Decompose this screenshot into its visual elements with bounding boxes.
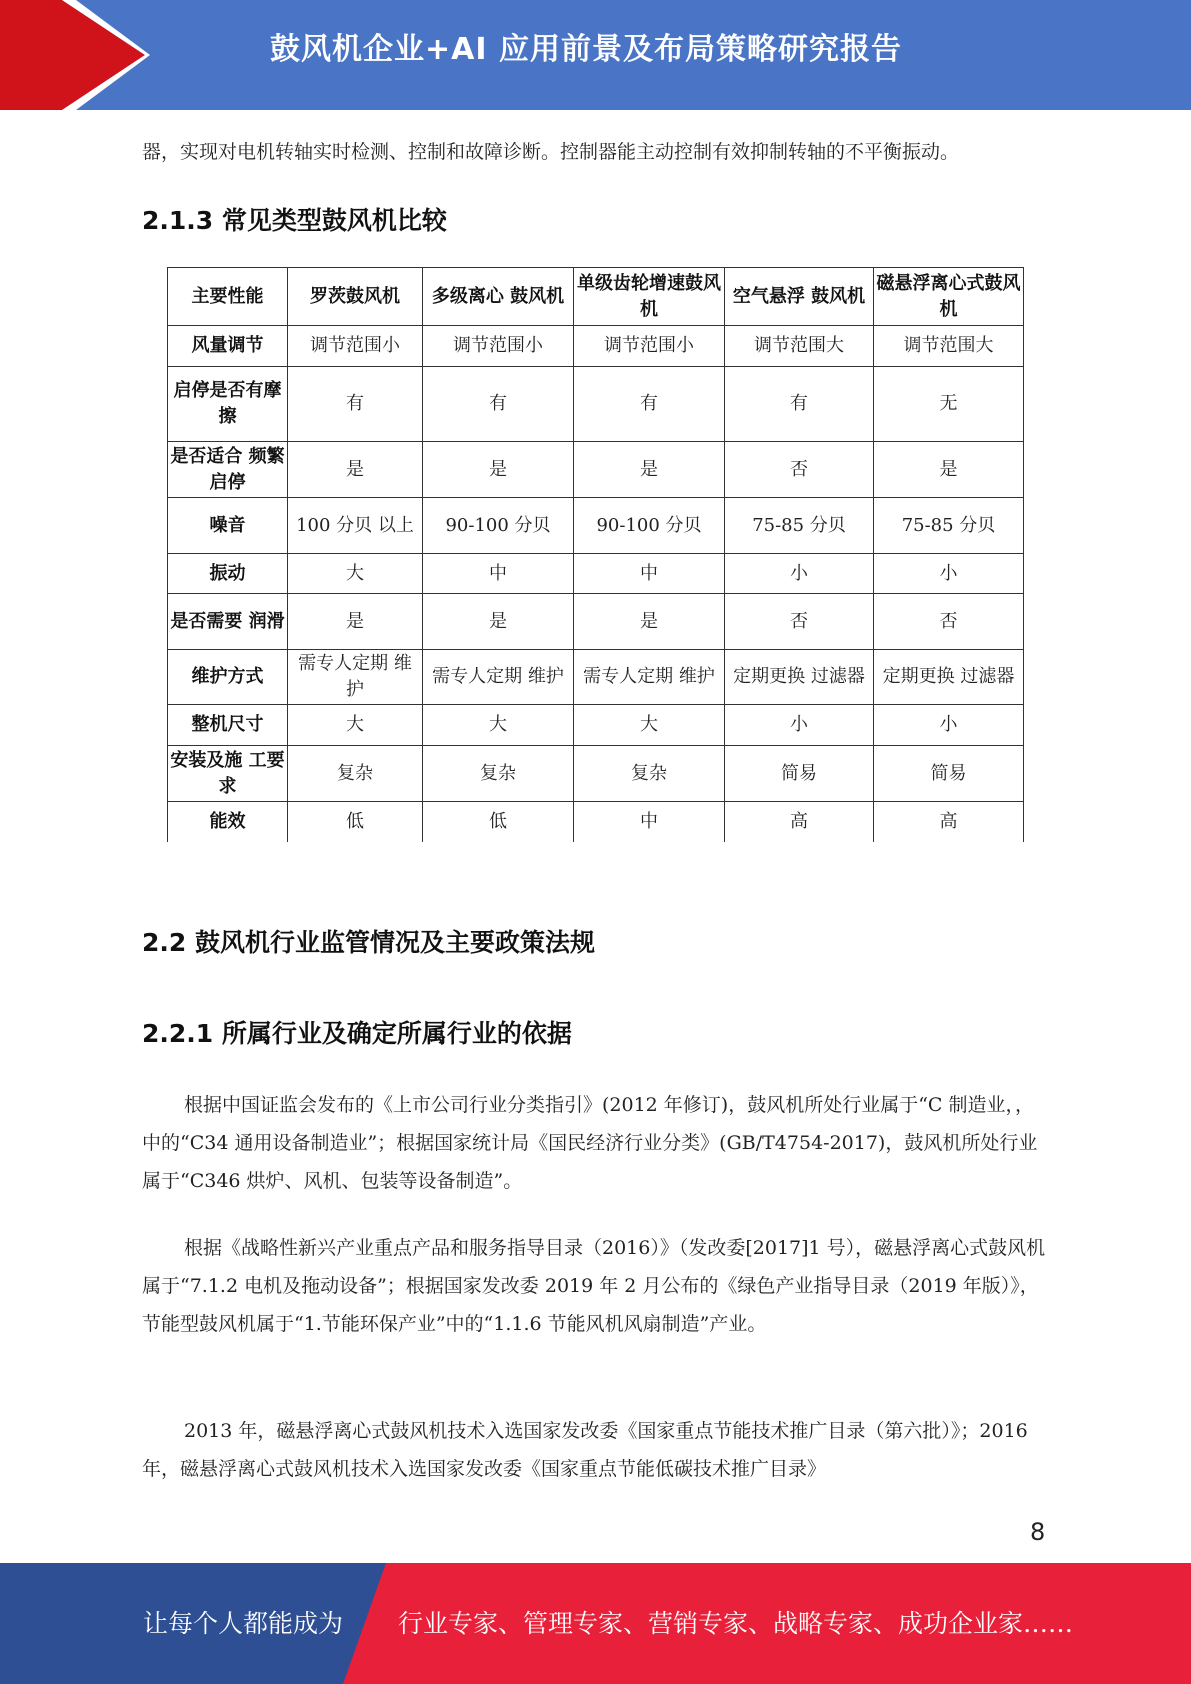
page-header xyxy=(0,0,1191,110)
table-row xyxy=(168,498,1024,554)
table-cell: 小 xyxy=(725,705,874,746)
report-title: 鼓风机企业+AI 应用前景及布局策略研究报告 xyxy=(270,32,902,67)
table-cell: 90-100 分贝 xyxy=(574,498,725,554)
table-cell: 调节范围大 xyxy=(725,326,874,367)
table-cell: 是 xyxy=(288,594,423,650)
table-cell: 有 xyxy=(725,367,874,442)
table-cell: 需专人定期 维护 xyxy=(423,650,574,705)
row-label: 维护方式 xyxy=(168,650,288,705)
table-cell: 是 xyxy=(874,442,1024,498)
table-cell: 大 xyxy=(423,705,574,746)
row-label: 风量调节 xyxy=(168,326,288,367)
table-cell: 需专人定期 维护 xyxy=(574,650,725,705)
table-row xyxy=(168,594,1024,650)
table-row xyxy=(168,326,1024,367)
table-cell: 有 xyxy=(288,367,423,442)
footer-slogan-left: 让每个人都能成为 xyxy=(143,1609,344,1638)
table-header-cell: 罗茨鼓风机 xyxy=(288,268,423,326)
table-cell: 复杂 xyxy=(574,746,725,802)
section-2-2-1-heading: 2.2.1 所属行业及确定所属行业的依据 xyxy=(142,1019,572,1048)
table-cell: 复杂 xyxy=(423,746,574,802)
table-row xyxy=(168,802,1024,842)
row-label: 是否需要 润滑 xyxy=(168,594,288,650)
table-header-cell: 多级离心 鼓风机 xyxy=(423,268,574,326)
table-cell: 中 xyxy=(574,554,725,594)
table-cell: 需专人定期 维护 xyxy=(288,650,423,705)
table-header-cell: 主要性能 xyxy=(168,268,288,326)
table-cell: 75-85 分贝 xyxy=(725,498,874,554)
intro-line: 器，实现对电机转轴实时检测、控制和故障诊断。控制器能主动控制有效抑制转轴的不平衡振动。 xyxy=(142,141,960,163)
table-cell: 否 xyxy=(725,442,874,498)
table-cell: 无 xyxy=(874,367,1024,442)
table-cell: 调节范围小 xyxy=(423,326,574,367)
table-cell: 大 xyxy=(574,705,725,746)
table-row xyxy=(168,367,1024,442)
table-header-row xyxy=(168,268,1024,326)
table-cell: 小 xyxy=(874,554,1024,594)
table-cell: 调节范围大 xyxy=(874,326,1024,367)
footer-slogan-right: 行业专家、管理专家、营销专家、战略专家、成功企业家…… xyxy=(398,1609,1074,1638)
table-header-cell: 空气悬浮 鼓风机 xyxy=(725,268,874,326)
table-cell: 小 xyxy=(874,705,1024,746)
table-cell: 有 xyxy=(574,367,725,442)
table-cell: 100 分贝 以上 xyxy=(288,498,423,554)
table-cell: 定期更换 过滤器 xyxy=(725,650,874,705)
table-cell: 大 xyxy=(288,705,423,746)
table-cell: 中 xyxy=(574,802,725,842)
table-cell: 高 xyxy=(725,802,874,842)
header-red-arrow-decoration xyxy=(0,0,150,110)
row-label: 是否适合 频繁启停 xyxy=(168,442,288,498)
table-header-cell: 磁悬浮离心式鼓风机 xyxy=(874,268,1024,326)
table-cell: 低 xyxy=(288,802,423,842)
table-row xyxy=(168,650,1024,705)
table-cell: 小 xyxy=(725,554,874,594)
table-cell: 75-85 分贝 xyxy=(874,498,1024,554)
paragraph-strategic-catalog: 根据《战略性新兴产业重点产品和服务指导目录（2016）》（发改委[2017]1 号），磁悬浮离心式鼓风机属于“7.1.2 电机及拖动设备”；根据国家发改委 2019 年 2 月公布的《绿色产业指导目录（2019 年版）》，节能型鼓风机属于“1.节能环保产业”中的“1.1.6 节能风机风扇制造”产业。 xyxy=(142,1237,1046,1335)
table-cell: 调节范围小 xyxy=(288,326,423,367)
row-label: 安装及施 工要求 xyxy=(168,746,288,802)
paragraph-energy-saving-catalog: 2013 年，磁悬浮离心式鼓风机技术入选国家发改委《国家重点节能技术推广目录（第六批）》；2016 年，磁悬浮离心式鼓风机技术入选国家发改委《国家重点节能低碳技术推广目录》 xyxy=(142,1420,1028,1480)
row-label: 启停是否有摩擦 xyxy=(168,367,288,442)
section-2-2-heading: 2.2 鼓风机行业监管情况及主要政策法规 xyxy=(142,928,595,957)
section-2-1-3-heading: 2.1.3 常见类型鼓风机比较 xyxy=(142,206,447,235)
table-cell: 高 xyxy=(874,802,1024,842)
row-label: 能效 xyxy=(168,802,288,842)
table-cell: 是 xyxy=(423,442,574,498)
table-cell: 有 xyxy=(423,367,574,442)
row-label: 噪音 xyxy=(168,498,288,554)
table-cell: 简易 xyxy=(725,746,874,802)
table-cell: 90-100 分贝 xyxy=(423,498,574,554)
table-cell: 是 xyxy=(288,442,423,498)
table-row xyxy=(168,705,1024,746)
table-header-cell: 单级齿轮增速鼓风机 xyxy=(574,268,725,326)
page-footer xyxy=(0,1563,1191,1684)
table-cell: 否 xyxy=(725,594,874,650)
table-row xyxy=(168,442,1024,498)
table-cell: 是 xyxy=(423,594,574,650)
table-cell: 大 xyxy=(288,554,423,594)
paragraph-industry-classification: 根据中国证监会发布的《上市公司行业分类指引》(2012 年修订)，鼓风机所处行业属于“C 制造业，，中的“C34 通用设备制造业”；根据国家统计局《国民经济行业分类》(GB/T4754-2017)，鼓风机所处行业属于“C346 烘炉、风机、包装等设备制造”。 xyxy=(142,1094,1038,1192)
blower-comparison-table xyxy=(167,267,1024,842)
table-cell: 简易 xyxy=(874,746,1024,802)
table-cell: 否 xyxy=(874,594,1024,650)
table-cell: 调节范围小 xyxy=(574,326,725,367)
table-cell: 复杂 xyxy=(288,746,423,802)
table-cell: 中 xyxy=(423,554,574,594)
table-row xyxy=(168,746,1024,802)
table-cell: 定期更换 过滤器 xyxy=(874,650,1024,705)
table-cell: 是 xyxy=(574,442,725,498)
table-cell: 是 xyxy=(574,594,725,650)
table-row xyxy=(168,554,1024,594)
table-cell: 低 xyxy=(423,802,574,842)
row-label: 振动 xyxy=(168,554,288,594)
row-label: 整机尺寸 xyxy=(168,705,288,746)
page-number: 8 xyxy=(1030,1518,1046,1546)
